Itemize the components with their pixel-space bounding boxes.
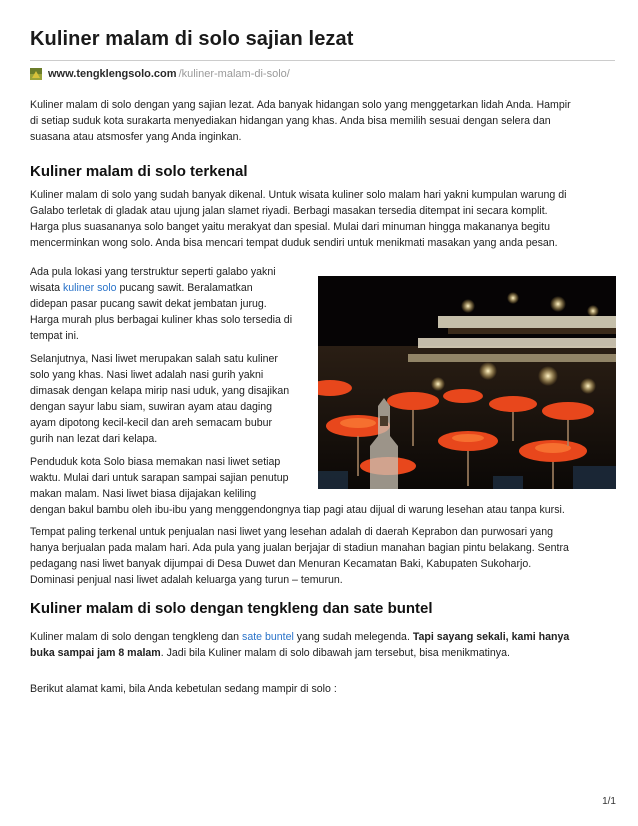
section2-paragraph-2: Berikut alamat kami, bila Anda kebetulan sedang mampir di solo :	[30, 683, 337, 695]
source-domain-link[interactable]: www.tengklengsolo.com	[48, 68, 177, 80]
sate-buntel-link[interactable]: sate buntel	[242, 631, 294, 643]
section1-paragraph-3: Selanjutnya, Nasi liwet merupakan salah satu kuliner solo yang khas. Nasi liwet adalah nasi gurih yakni dimasak dengan kelapa mirip nasi uduk, yang disajikan dengan sayur labu siam, suwiran ayam atau daging ayam dipotong kecil-kecil dan areh semacam bubur gurih nan lezat dari kelapa.	[30, 353, 290, 445]
intro-paragraph: Kuliner malam di solo dengan yang sajian lezat. Ada banyak hidangan solo yang menggetarkan lidah Anda. Hampir di setiap suduk kota surakarta menyediakan hidangan yang khas. Anda bisa memilih sesuai dengan selera dan suasana atau atsmosfer yang Anda inginkan.	[30, 99, 571, 143]
site-favicon-icon	[30, 68, 42, 80]
section1-paragraph-5: Tempat paling terkenal untuk penjualan nasi liwet yang lesehan adalah di daerah Keprabon dan purwosari yang hanya berjualan pada malam hari. Ada pula yang jualan berjajar di stadiun manahan bagian pintu belakang. Sentra pedagang nasi liwet banyak dijumpai di Desa Duwet dan Menuran Kecamatan Baki, Kabupaten Sukoharjo. Dominasi penjual nasi liwet adalah keluarga yang turun – temurun.	[30, 526, 569, 586]
section1-paragraph-4: Penduduk kota Solo biasa memakan nasi liwet setiap waktu. Mulai dari untuk sarapan sampai sajian penutup makan malam. Nasi liwet biasa dijajakan keliling dengan bakul bambu oleh ibu-ibu yang menggendongnya tiap pagi atau dijual di warung lesehan atau tanpa kursi.	[30, 456, 565, 516]
kuliner-solo-link[interactable]: kuliner solo	[62, 282, 117, 294]
section1-paragraph-2: Ada pula lokasi yang terstruktur seperti galabo yakni wisata kuliner solo pucang sawit. Beralamatkan didepan pasar pucang sawit dekat jembatan jurug. Harga murah plus berbagai kuliner khas solo tersedia di tempat ini.	[30, 266, 293, 342]
title-divider	[30, 60, 615, 61]
section-heading-tengkleng: Kuliner malam di solo dengan tengkleng dan sate buntel	[30, 600, 433, 617]
section1-paragraph-1: Kuliner malam di solo yang sudah banyak dikenal. Untuk wisata kuliner solo malam hari yakni kumpulan warung di Galabo terletak di gladak atau ujung jalan slamet riyadi. Berbagi masakan tersedia ditempat ini secara komplit. Harga plus suasananya solo banget yaitu merakyat dan spesial. Mulai dari minuman hingga makananya begitu mencerminkan wong solo. Anda bisa mencari tempat duduk sendiri untuk menikmati masakan yang anda pesan.	[30, 189, 567, 249]
section2-paragraph-1: Kuliner malam di solo dengan tengkleng dan sate buntel yang sudah melegenda. Tapi sayang sekali, kami hanya buka sampai jam 8 malam. Jadi bila Kuliner malam di solo dibawah jam tersebut, bisa menikmatinya.	[30, 631, 570, 659]
source-line	[30, 67, 290, 81]
night-market-photo	[318, 276, 616, 489]
section-heading-terkenal: Kuliner malam di solo terkenal	[30, 163, 248, 180]
source-path: /kuliner-malam-di-solo/	[178, 68, 290, 80]
page-number: 1/1	[602, 796, 616, 807]
page-title: Kuliner malam di solo sajian lezat	[30, 28, 354, 50]
